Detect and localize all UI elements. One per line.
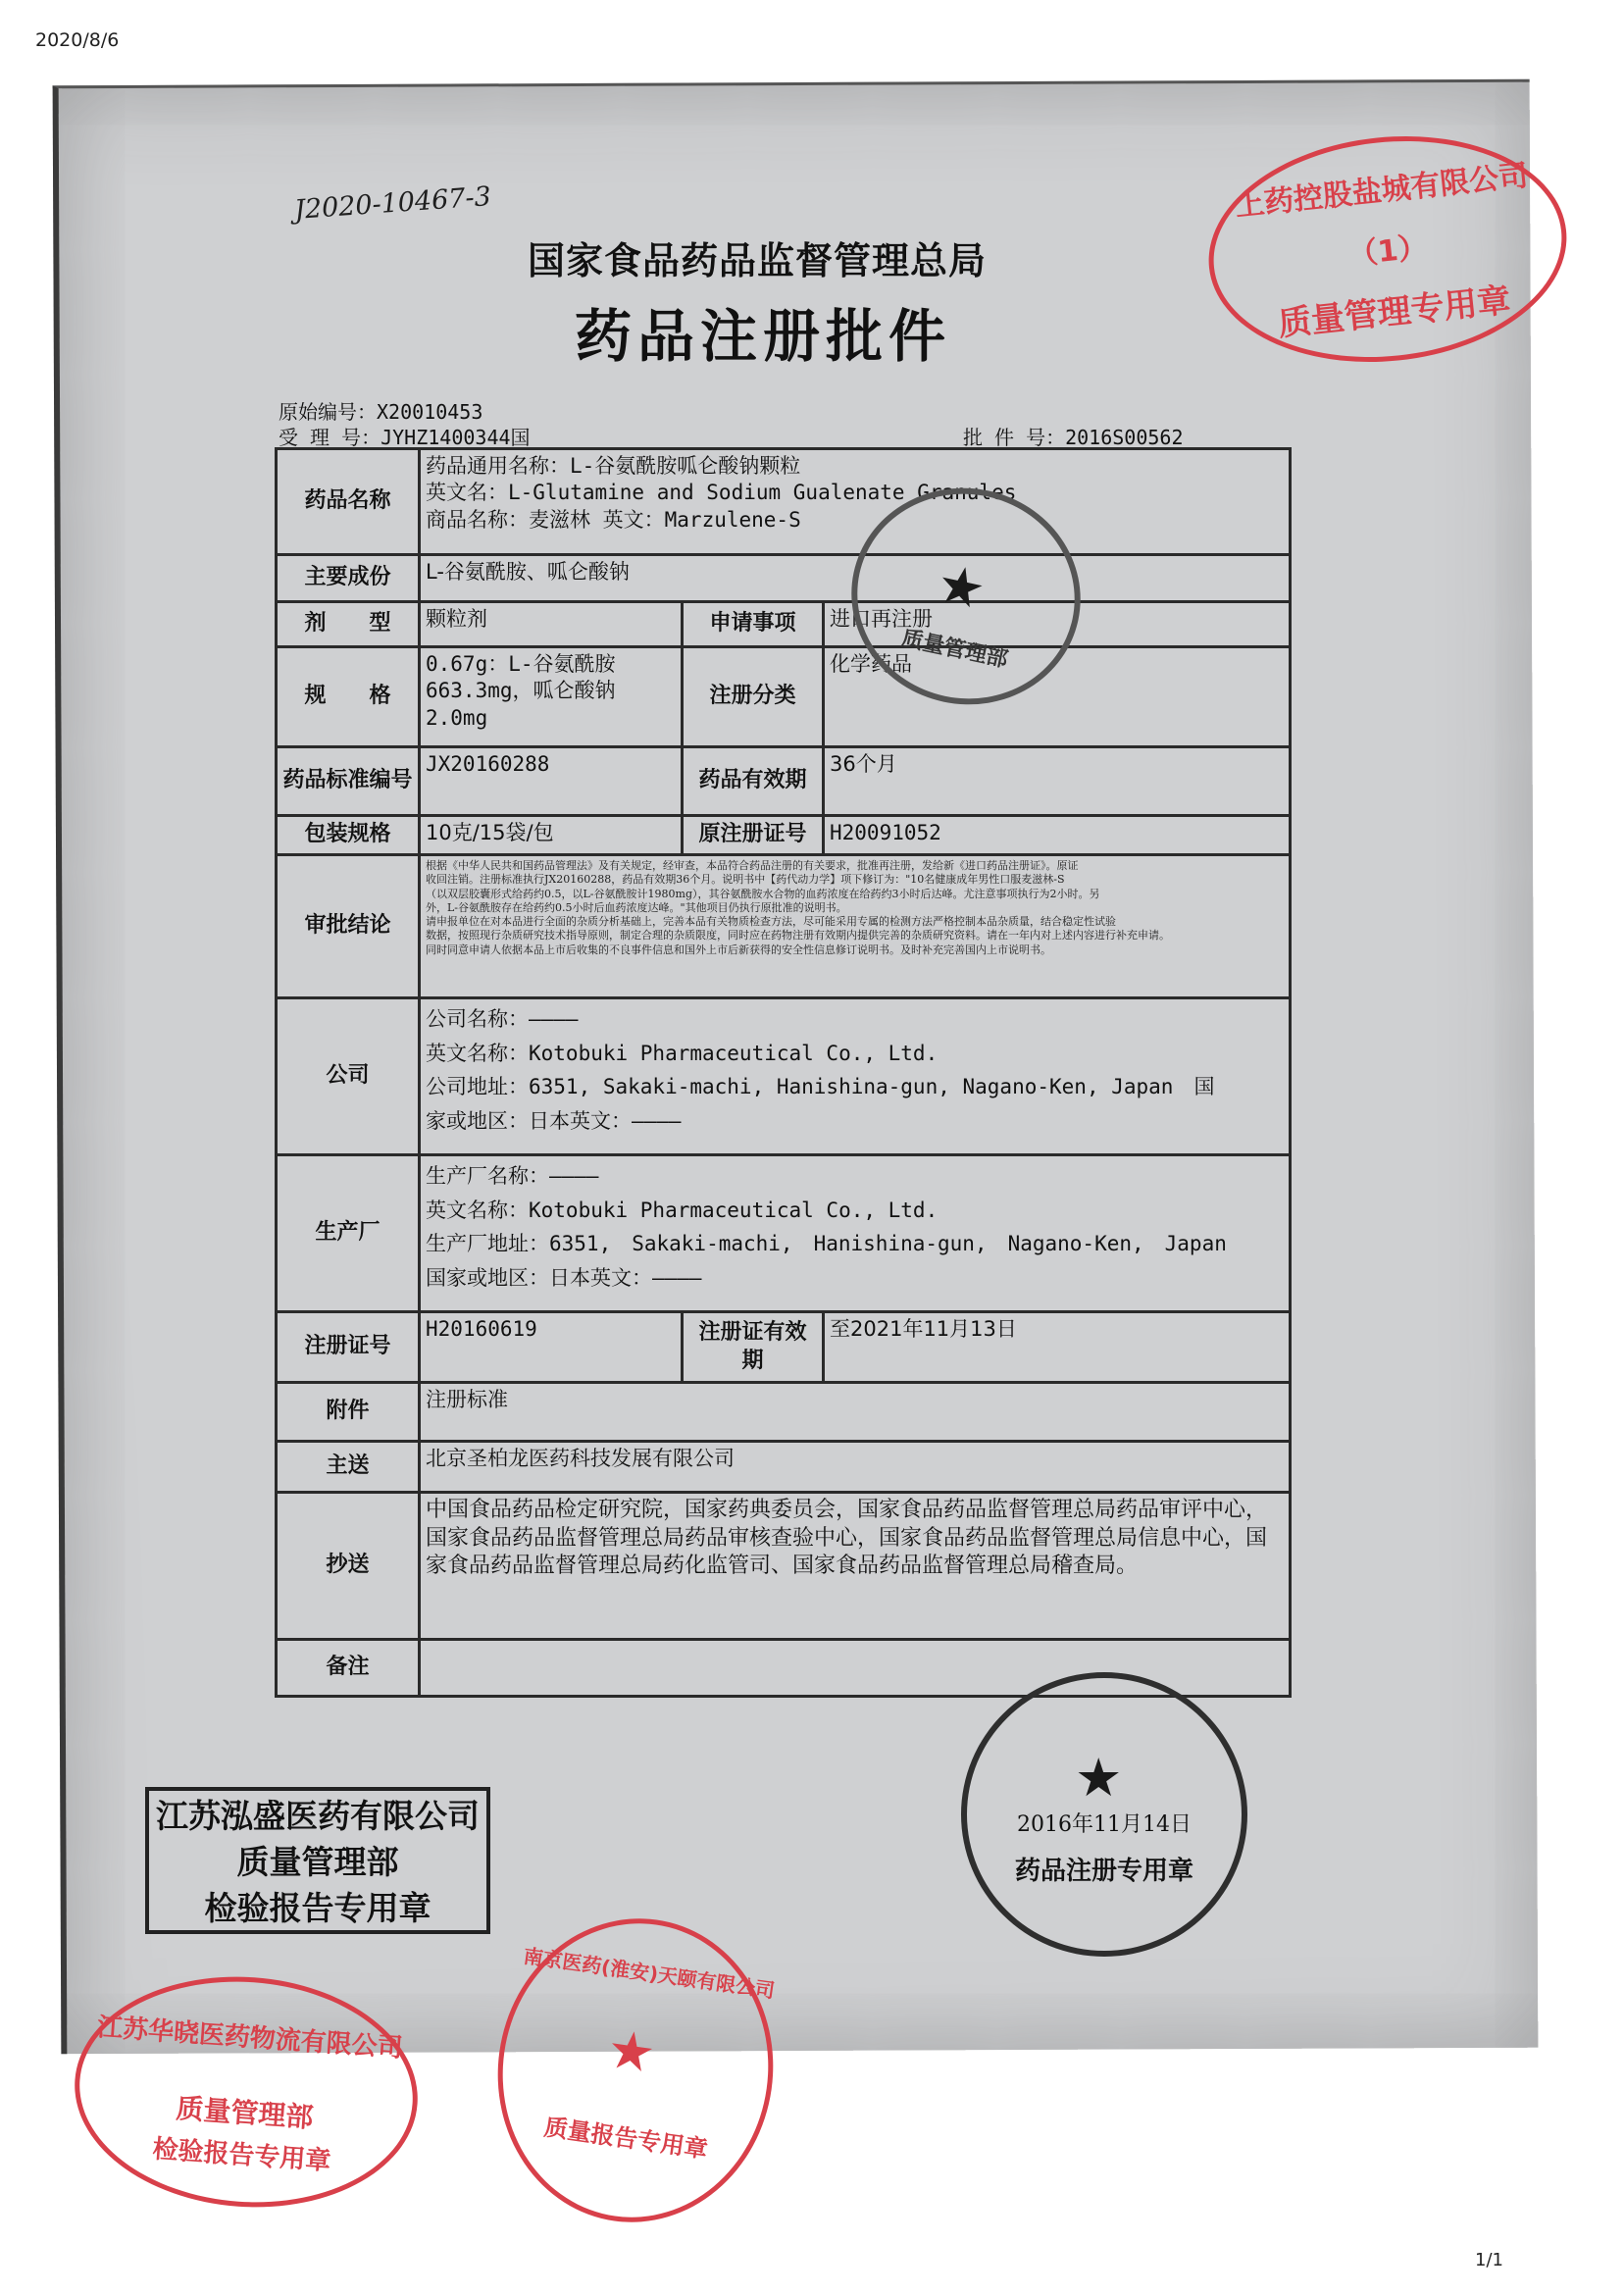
row-attachment (277, 1383, 1291, 1442)
manufacturer-english: 英文名称：Kotobuki Pharmaceutical Co., Ltd. (426, 1198, 939, 1222)
label-category: 注册分类 (683, 647, 824, 747)
label-package: 包装规格 (277, 816, 420, 855)
row-copy-to (277, 1493, 1291, 1640)
star-icon: ★ (1075, 1747, 1123, 1809)
certificate-value: H20160619 (420, 1312, 683, 1383)
manufacturer-name: 生产厂名称：———— (426, 1164, 599, 1188)
conclusion-line-7: 同时同意申请人依据本品上市后收集的不良事件信息和国外上市后新获得的安全性信息修订说明书。及时补充完善国内上市说明书。 (426, 943, 1051, 956)
label-application: 申请事项 (683, 602, 824, 647)
recipient-value: 北京圣柏龙医药科技发展有限公司 (420, 1442, 1291, 1493)
approval-number: 批 件 号：2016S00562 (963, 426, 1184, 449)
registration-seal (961, 1672, 1247, 1957)
row-company (277, 998, 1291, 1155)
orig-cert-value: H20091052 (824, 816, 1291, 855)
row-recipient (277, 1442, 1291, 1493)
label-recipient: 主送 (277, 1442, 420, 1493)
top-stamp-dept: 质量管理专用章 (1276, 280, 1513, 344)
label-drug-name: 药品名称 (277, 449, 420, 555)
conclusion-line-5: 请申报单位在对本品进行全面的杂质分析基础上，完善本品有关物质检查方法，尽可能采用专属的检测方法严格控制本品杂质量，结合稳定性试验 (426, 915, 1116, 929)
label-manufacturer: 生产厂 (277, 1155, 420, 1312)
row-manufacturer (277, 1155, 1291, 1312)
agency-name: 国家食品药品监督管理总局 (528, 239, 988, 282)
acceptance-number: 受 理 号：JYHZ1400344国 (279, 426, 531, 449)
original-number: 原始编号：X20010453 (279, 400, 483, 424)
validity-value: 36个月 (824, 747, 1291, 816)
row-drug-name (277, 449, 1291, 555)
english-name: 英文名：L-Glutamine and Sodium Gualenate Granules (426, 481, 1017, 505)
row-ingredients (277, 555, 1291, 602)
label-orig-cert: 原注册证号 (683, 816, 824, 855)
jiangsu-inspection-stamp (145, 1787, 490, 1934)
dosage-form-value: 颗粒剂 (420, 602, 683, 647)
registration-table (275, 447, 1292, 1698)
manufacturer-address: 生产厂地址：6351, Sakaki-machi, Hanishina-gun, Nagano-Ken, Japan (426, 1232, 1227, 1256)
label-conclusion: 审批结论 (277, 855, 420, 998)
document-title: 药品注册批件 (575, 303, 952, 370)
label-attachment: 附件 (277, 1383, 420, 1442)
company-name: 公司名称：———— (426, 1007, 579, 1031)
bl-stamp-org: 江苏华晓医药物流有限公司 (96, 2013, 404, 2064)
company-region: 家或地区：日本英文：———— (426, 1108, 682, 1133)
label-copy-to: 抄送 (277, 1493, 420, 1640)
copy-to-value: 中国食品药品检定研究院，国家药典委员会，国家食品药品监督管理总局药品审评中心，国家食品药品监督管理总局药品审核查验中心，国家食品药品监督管理总局信息中心，国家食品药品监督管理总局药化监管司、国家食品药品监督管理总局稽查局。 (420, 1493, 1291, 1640)
label-certificate: 注册证号 (277, 1312, 420, 1383)
star-icon: ★ (931, 551, 991, 623)
label-remarks: 备注 (277, 1640, 420, 1697)
standard-value: JX20160288 (420, 747, 683, 816)
label-company: 公司 (277, 998, 420, 1155)
label-spec: 规 格 (277, 647, 420, 747)
spec-line-3: 2.0mg (426, 705, 488, 730)
spec-line-1: 0.67g：L-谷氨酰胺 (426, 652, 616, 676)
generic-name: 药品通用名称：L-谷氨酰胺呱仑酸钠颗粒 (426, 454, 801, 478)
cert-validity-value: 至2021年11月13日 (824, 1312, 1291, 1383)
label-standard: 药品标准编号 (277, 747, 420, 816)
row-spec (277, 647, 1291, 747)
bl-stamp-line-2: 检验报告专用章 (151, 2134, 332, 2177)
label-cert-validity: 注册证有效期 (683, 1312, 824, 1383)
top-stamp-org: 上药控股盐城有限公司 (1233, 158, 1530, 224)
bl-stamp-line-1: 质量管理部 (175, 2092, 315, 2134)
manufacturer-region: 国家或地区：日本英文：———— (426, 1265, 702, 1290)
row-dosage-form (277, 602, 1291, 647)
page-number: 1/1 (1475, 2250, 1503, 2270)
attachment-value: 注册标准 (420, 1383, 1291, 1442)
jiangsu-stamp-line-2: 质量管理部 (236, 1843, 399, 1881)
application-value: 进口再注册 (824, 602, 1291, 647)
bc-stamp-text: 质量报告专用章 (542, 2113, 710, 2164)
row-certificate (277, 1312, 1291, 1383)
row-standard (277, 747, 1291, 816)
label-ingredients: 主要成份 (277, 555, 420, 602)
conclusion-line-3: （以双层胶囊形式给药约0.5，以L-谷氨酰胺计1980mg），其谷氨酰胺水合物的血药浓度在给药约3小时后达峰。尤注意事项执行为2小时。另 (426, 887, 1100, 900)
company-address: 公司地址：6351, Sakaki-machi, Hanishina-gun, Nagano-Ken, Japan 国 (426, 1075, 1215, 1099)
label-validity: 药品有效期 (683, 747, 824, 816)
spec-line-2: 663.3mg，呱仑酸钠 (426, 679, 616, 703)
conclusion-line-1: 根据《中华人民共和国药品管理法》及有关规定，经审查，本品符合药品注册的有关要求，批准再注册，发给新《进口药品注册证》。原证 (426, 859, 1079, 872)
quality-stamp-text: 质量管理部 (899, 626, 1010, 673)
conclusion-line-6: 数据，按照现行杂质研究技术指导原则，制定合理的杂质限度，同时应在药物注册有效期内提供完善的杂质研究资料。请在一年内对上述内容进行补充申请。 (426, 929, 1170, 943)
top-stamp-no: （1） (1346, 229, 1430, 274)
label-dosage-form: 剂 型 (277, 602, 420, 647)
trade-name: 商品名称：麦滋林 英文：Marzulene-S (426, 507, 801, 532)
seal-text: 药品注册专用章 (1014, 1857, 1193, 1886)
seal-date: 2016年11月14日 (1017, 1812, 1192, 1837)
row-conclusion (277, 855, 1291, 998)
row-package (277, 816, 1291, 855)
star-icon: ★ (603, 2017, 660, 2086)
jiangsu-stamp-line-1: 江苏泓盛医药有限公司 (156, 1797, 480, 1835)
category-value: 化学药品 (824, 647, 1291, 747)
conclusion-line-2: 收回注销。注册标准执行JX20160288，药品有效期36个月。说明书中【药代动力学】项下修订为："10名健康成年男性口服麦滋林-S (426, 873, 1065, 887)
package-value: 10克/15袋/包 (420, 816, 683, 855)
handwritten-note: J2020-10467-3 (293, 181, 492, 226)
company-english: 英文名称：Kotobuki Pharmaceutical Co., Ltd. (426, 1041, 939, 1065)
print-date: 2020/8/6 (35, 29, 120, 51)
bc-stamp-org: 南京医药(淮安)天颐有限公司 (522, 1944, 777, 2003)
jiangsu-stamp-line-3: 检验报告专用章 (204, 1889, 431, 1927)
ingredients-value: L-谷氨酰胺、呱仑酸钠 (420, 555, 1291, 602)
conclusion-line-4: 外，L-谷氨酰胺存在给药约0.5小时后血药浓度达峰。"其他项目仍执行原批准的说明书。 (426, 900, 847, 914)
